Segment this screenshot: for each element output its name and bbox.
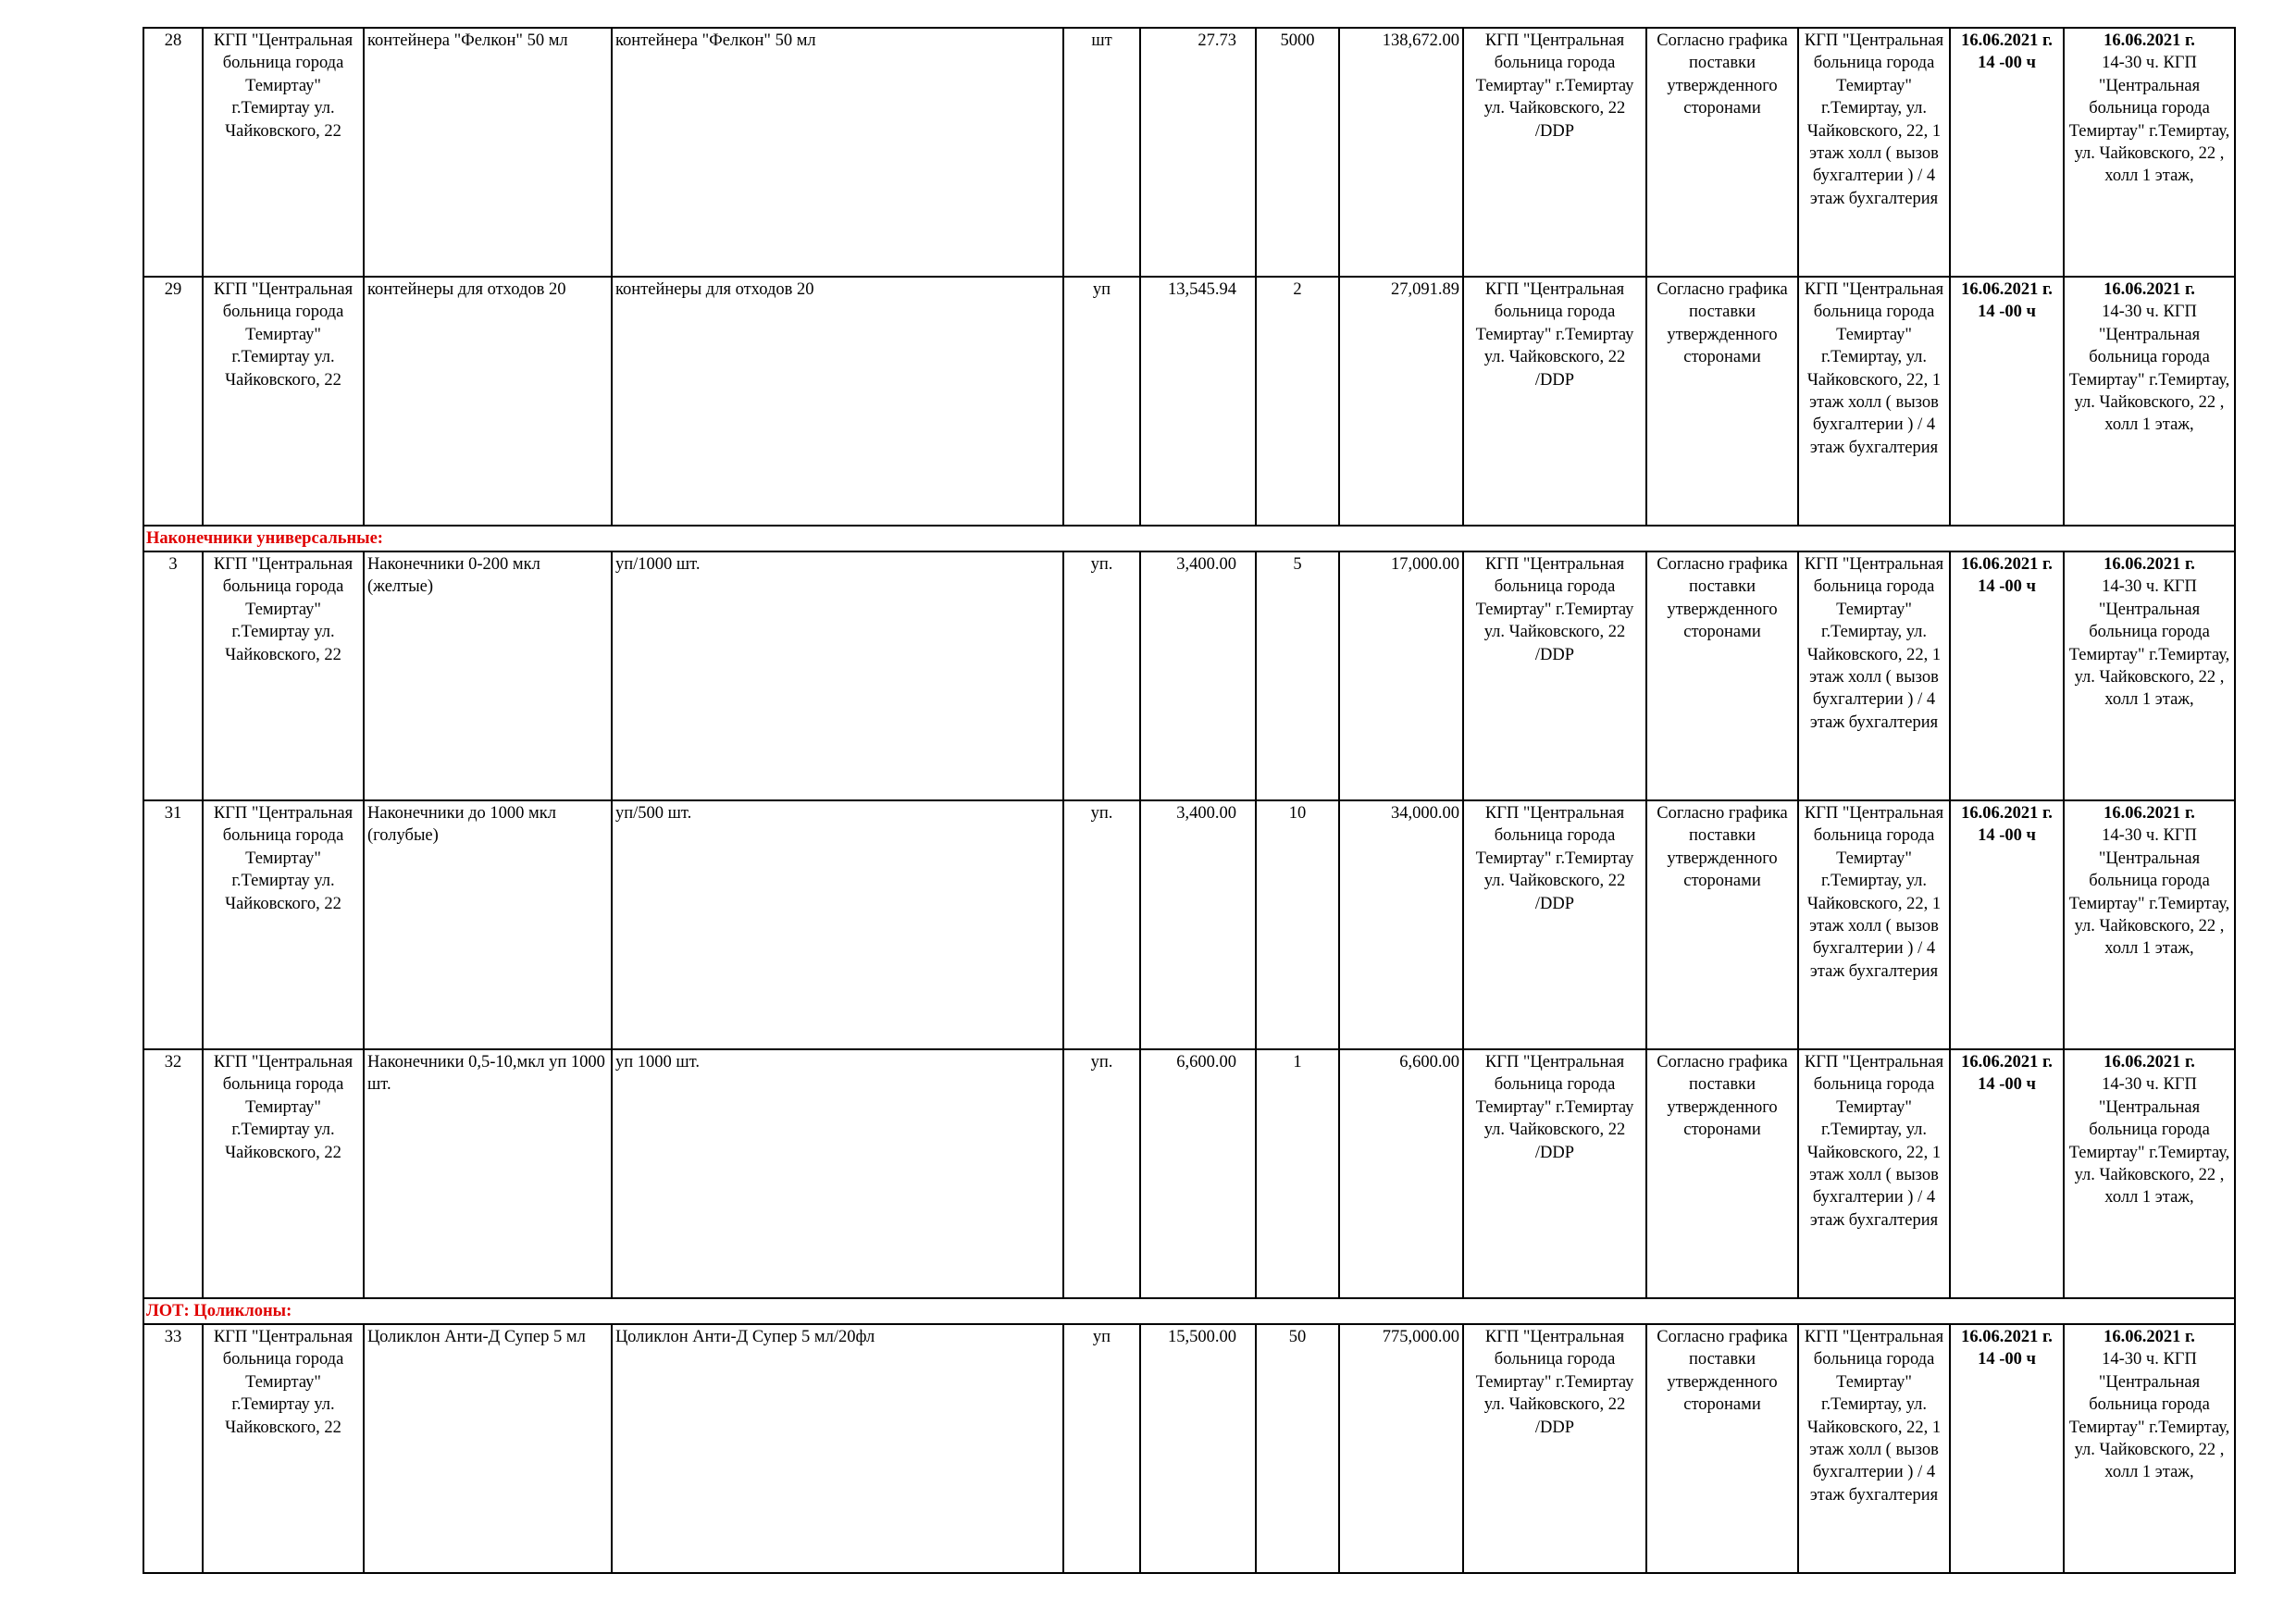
delivery-place-cell: КГП "Центральная больница города Темиртау" г.Темиртау ул. Чайковского, 22 /DDP	[1463, 551, 1646, 800]
price-cell: 15,500.00	[1140, 1324, 1256, 1573]
opening-place: 14-30 ч. КГП "Центральная больница города Темиртау" г.Темиртау, ул. Чайковского, 22 , холл 1 этаж,	[2068, 577, 2230, 710]
table-row	[143, 1049, 2235, 1298]
item-name-cell: Наконечники 0-200 мкл (желтые)	[364, 551, 612, 800]
deadline-cell: 16.06.2021 г. 14 -00 ч	[1950, 1049, 2064, 1298]
quantity-cell: 1	[1256, 1049, 1339, 1298]
item-description-cell: уп/1000 шт.	[612, 551, 1063, 800]
unit-cell: уп	[1063, 277, 1140, 526]
submission-place-cell: КГП "Центральная больница города Темиртау" г.Темиртау, ул. Чайковского, 22, 1 этаж холл ( вызов бухгалтерии ) / 4 этаж бухгалтерия	[1798, 1049, 1950, 1298]
delivery-place-cell: КГП "Центральная больница города Темиртау" г.Темиртау ул. Чайковского, 22 /DDP	[1463, 1324, 1646, 1573]
opening-place: 14-30 ч. КГП "Центральная больница города Темиртау" г.Темиртау, ул. Чайковского, 22 , холл 1 этаж,	[2068, 826, 2230, 959]
opening-date: 16.06.2021 г.	[2104, 1053, 2195, 1072]
procurement-table	[143, 27, 2236, 1574]
opening-date: 16.06.2021 г.	[2104, 280, 2195, 299]
submission-place-cell: КГП "Центральная больница города Темиртау" г.Темиртау, ул. Чайковского, 22, 1 этаж холл ( вызов бухгалтерии ) / 4 этаж бухгалтерия	[1798, 1324, 1950, 1573]
submission-place-cell: КГП "Центральная больница города Темиртау" г.Темиртау, ул. Чайковского, 22, 1 этаж холл ( вызов бухгалтерии ) / 4 этаж бухгалтерия	[1798, 800, 1950, 1049]
table-row	[143, 277, 2235, 526]
unit-cell: уп.	[1063, 1049, 1140, 1298]
unit-cell: уп.	[1063, 800, 1140, 1049]
opening-cell	[2064, 277, 2235, 526]
delivery-place-cell: КГП "Центральная больница города Темиртау" г.Темиртау ул. Чайковского, 22 /DDP	[1463, 1049, 1646, 1298]
sum-cell: 17,000.00	[1339, 551, 1463, 800]
opening-place: 14-30 ч. КГП "Центральная больница города Темиртау" г.Темиртау, ул. Чайковского, 22 , холл 1 этаж,	[2068, 54, 2230, 186]
quantity-cell: 50	[1256, 1324, 1339, 1573]
row-number: 31	[143, 800, 203, 1049]
submission-place-cell: КГП "Центральная больница города Темиртау" г.Темиртау, ул. Чайковского, 22, 1 этаж холл ( вызов бухгалтерии ) / 4 этаж бухгалтерия	[1798, 28, 1950, 277]
price-cell: 13,545.94	[1140, 277, 1256, 526]
sum-cell: 6,600.00	[1339, 1049, 1463, 1298]
customer-cell: КГП "Центральная больница города Темиртау" г.Темиртау ул. Чайковского, 22	[203, 551, 364, 800]
sum-cell: 775,000.00	[1339, 1324, 1463, 1573]
row-number: 29	[143, 277, 203, 526]
item-name-cell: контейнера "Фелкон" 50 мл	[364, 28, 612, 277]
row-number: 28	[143, 28, 203, 277]
item-description-cell: контейнеры для отходов 20	[612, 277, 1063, 526]
delivery-terms-cell: Согласно графика поставки утвержденного сторонами	[1646, 1324, 1798, 1573]
delivery-place-cell: КГП "Центральная больница города Темиртау" г.Темиртау ул. Чайковского, 22 /DDP	[1463, 277, 1646, 526]
table-row	[143, 551, 2235, 800]
customer-cell: КГП "Центральная больница города Темиртау" г.Темиртау ул. Чайковского, 22	[203, 800, 364, 1049]
section-header-row	[143, 1298, 2235, 1324]
price-cell: 6,600.00	[1140, 1049, 1256, 1298]
item-name-cell: Цоликлон Анти-Д Супер 5 мл	[364, 1324, 612, 1573]
opening-cell	[2064, 551, 2235, 800]
opening-place: 14-30 ч. КГП "Центральная больница города Темиртау" г.Темиртау, ул. Чайковского, 22 , холл 1 этаж,	[2068, 303, 2230, 435]
opening-date: 16.06.2021 г.	[2104, 804, 2195, 823]
quantity-cell: 10	[1256, 800, 1339, 1049]
delivery-terms-cell: Согласно графика поставки утвержденного сторонами	[1646, 800, 1798, 1049]
item-name-cell: контейнеры для отходов 20	[364, 277, 612, 526]
price-cell: 3,400.00	[1140, 551, 1256, 800]
item-name-cell: Наконечники до 1000 мкл (голубые)	[364, 800, 612, 1049]
customer-cell: КГП "Центральная больница города Темиртау" г.Темиртау ул. Чайковского, 22	[203, 1324, 364, 1573]
deadline-cell: 16.06.2021 г. 14 -00 ч	[1950, 277, 2064, 526]
opening-date: 16.06.2021 г.	[2104, 31, 2195, 50]
opening-date: 16.06.2021 г.	[2104, 1328, 2195, 1346]
submission-place-cell: КГП "Центральная больница города Темиртау" г.Темиртау, ул. Чайковского, 22, 1 этаж холл ( вызов бухгалтерии ) / 4 этаж бухгалтерия	[1798, 551, 1950, 800]
opening-place: 14-30 ч. КГП "Центральная больница города Темиртау" г.Темиртау, ул. Чайковского, 22 , холл 1 этаж,	[2068, 1075, 2230, 1208]
opening-cell	[2064, 1324, 2235, 1573]
deadline-cell: 16.06.2021 г. 14 -00 ч	[1950, 551, 2064, 800]
item-description-cell: Цоликлон Анти-Д Супер 5 мл/20фл	[612, 1324, 1063, 1573]
quantity-cell: 5000	[1256, 28, 1339, 277]
table-row	[143, 1324, 2235, 1573]
opening-cell	[2064, 800, 2235, 1049]
quantity-cell: 2	[1256, 277, 1339, 526]
section-header-row	[143, 526, 2235, 551]
deadline-cell: 16.06.2021 г. 14 -00 ч	[1950, 1324, 2064, 1573]
opening-place: 14-30 ч. КГП "Центральная больница города Темиртау" г.Темиртау, ул. Чайковского, 22 , холл 1 этаж,	[2068, 1350, 2230, 1482]
sum-cell: 138,672.00	[1339, 28, 1463, 277]
submission-place-cell: КГП "Центральная больница города Темиртау" г.Темиртау, ул. Чайковского, 22, 1 этаж холл ( вызов бухгалтерии ) / 4 этаж бухгалтерия	[1798, 277, 1950, 526]
delivery-terms-cell: Согласно графика поставки утвержденного сторонами	[1646, 1049, 1798, 1298]
opening-date: 16.06.2021 г.	[2104, 555, 2195, 574]
row-number: 3	[143, 551, 203, 800]
unit-cell: шт	[1063, 28, 1140, 277]
quantity-cell: 5	[1256, 551, 1339, 800]
sum-cell: 34,000.00	[1339, 800, 1463, 1049]
unit-cell: уп.	[1063, 551, 1140, 800]
delivery-terms-cell: Согласно графика поставки утвержденного сторонами	[1646, 28, 1798, 277]
customer-cell: КГП "Центральная больница города Темиртау" г.Темиртау ул. Чайковского, 22	[203, 277, 364, 526]
sum-cell: 27,091.89	[1339, 277, 1463, 526]
table-row	[143, 28, 2235, 277]
section-title: Наконечники универсальные:	[143, 526, 2235, 551]
customer-cell: КГП "Центральная больница города Темиртау" г.Темиртау ул. Чайковского, 22	[203, 1049, 364, 1298]
unit-cell: уп	[1063, 1324, 1140, 1573]
row-number: 33	[143, 1324, 203, 1573]
section-title: ЛОТ: Цоликлоны:	[143, 1298, 2235, 1324]
item-description-cell: контейнера "Фелкон" 50 мл	[612, 28, 1063, 277]
delivery-terms-cell: Согласно графика поставки утвержденного сторонами	[1646, 551, 1798, 800]
delivery-place-cell: КГП "Центральная больница города Темиртау" г.Темиртау ул. Чайковского, 22 /DDP	[1463, 800, 1646, 1049]
customer-cell: КГП "Центральная больница города Темиртау" г.Темиртау ул. Чайковского, 22	[203, 28, 364, 277]
opening-cell	[2064, 28, 2235, 277]
price-cell: 27.73	[1140, 28, 1256, 277]
table-body	[143, 28, 2235, 1573]
row-number: 32	[143, 1049, 203, 1298]
delivery-place-cell: КГП "Центральная больница города Темиртау" г.Темиртау ул. Чайковского, 22 /DDP	[1463, 28, 1646, 277]
item-name-cell: Наконечники 0,5-10,мкл уп 1000 шт.	[364, 1049, 612, 1298]
item-description-cell: уп/500 шт.	[612, 800, 1063, 1049]
delivery-terms-cell: Согласно графика поставки утвержденного сторонами	[1646, 277, 1798, 526]
deadline-cell: 16.06.2021 г. 14 -00 ч	[1950, 28, 2064, 277]
item-description-cell: уп 1000 шт.	[612, 1049, 1063, 1298]
deadline-cell: 16.06.2021 г. 14 -00 ч	[1950, 800, 2064, 1049]
price-cell: 3,400.00	[1140, 800, 1256, 1049]
opening-cell	[2064, 1049, 2235, 1298]
table-row	[143, 800, 2235, 1049]
